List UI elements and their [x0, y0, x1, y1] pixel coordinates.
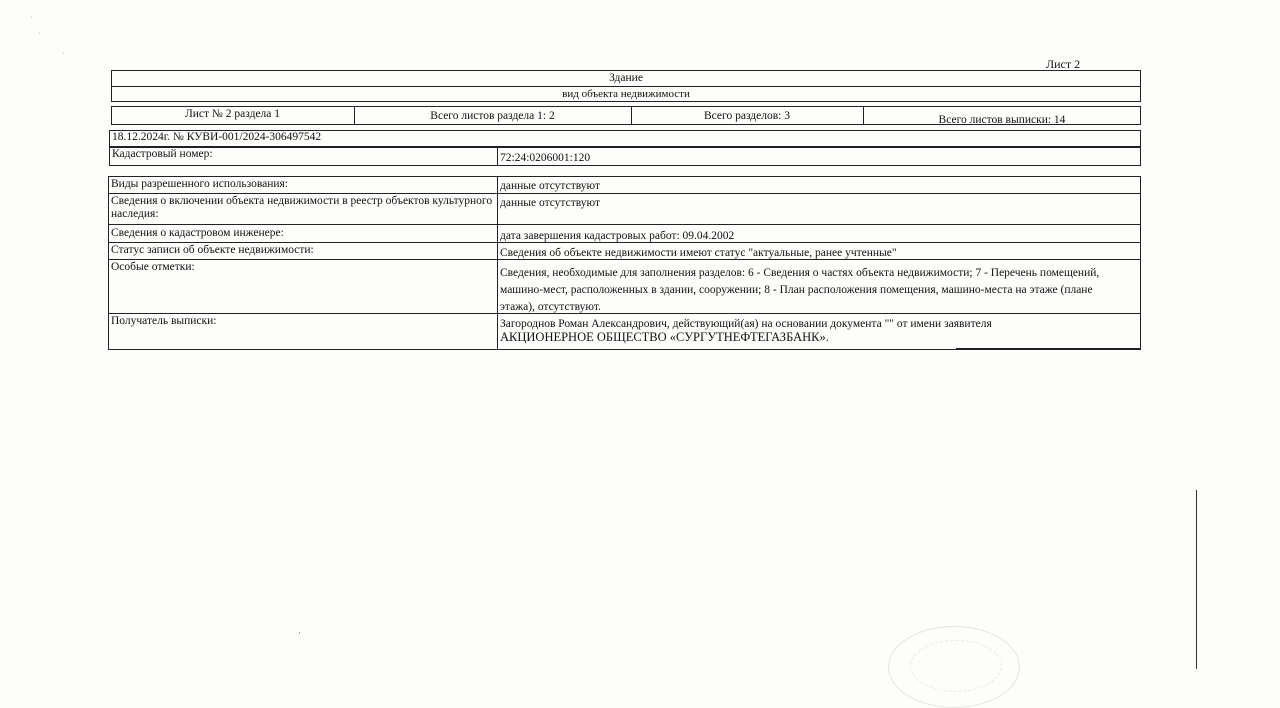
row-label: Получатель выписки: [111, 315, 217, 327]
cadastral-row [109, 147, 1141, 166]
row-value: данные отсутствуют [500, 197, 600, 209]
total-sheets-extract: Всего листов выписки: 14 [938, 114, 1066, 126]
row-value-organization: АКЦИОНЕРНОЕ ОБЩЕСТВО «СУРГУТНЕФТЕГАЗБАНК». [500, 330, 829, 344]
object-kind-caption: вид объекта недвижимости [562, 88, 690, 100]
divider [111, 86, 1141, 87]
row-value: данные отсутствуют [500, 180, 600, 192]
row-value: Сведения об объекте недвижимости имеют статус "актуальные, ранее учтенные" [500, 247, 897, 259]
scan-speck: · [30, 12, 33, 22]
sheet-number: Лист 2 [1046, 57, 1081, 71]
scan-speck: · [62, 48, 65, 58]
row-value: Сведения, необходимые для заполнения разделов: 6 - Сведения о частях объекта недвижимости; 7 - Перечень помещений, машино-мест, расположенных в здании, сооружении; 8 - План расположения помещения, машино-места на этаже (плане этажа), отсутствуют. [500, 267, 1100, 313]
row-label: Особые отметки: [111, 261, 195, 273]
scan-speck: · [298, 628, 301, 638]
cadastral-label: Кадастровый номер: [112, 148, 213, 160]
sheet-of-section: Лист № 2 раздела 1 [184, 108, 281, 120]
row-value: Загороднов Роман Александрович, действующий(ая) на основании документа "" от имени заявителя [500, 318, 992, 330]
row-value: дата завершения кадастровых работ: 09.04.2002 [500, 230, 735, 242]
signature-line [956, 348, 1140, 349]
divider [497, 147, 498, 166]
object-type: Здание [609, 72, 643, 84]
stamp-mark [910, 640, 1002, 692]
scan-speck: · [38, 28, 41, 38]
row-label: Сведения о включении объекта недвижимости в реестр объектов культурного наследия: [111, 195, 493, 220]
row-label: Виды разрешенного использования: [111, 178, 288, 190]
total-sheets-section: Всего листов раздела 1: 2 [430, 110, 555, 122]
row-label: Статус записи об объекте недвижимости: [111, 244, 314, 256]
row-label: Сведения о кадастровом инженере: [111, 227, 284, 239]
divider [108, 193, 1141, 194]
extract-id: 18.12.2024г. № КУВИ-001/2024-306497542 [112, 131, 322, 143]
divider [108, 224, 1141, 225]
cadastral-number: 72:24:0206001:120 [500, 152, 591, 164]
total-sections: Всего разделов: 3 [704, 110, 790, 122]
page-edge-line [1196, 490, 1197, 669]
